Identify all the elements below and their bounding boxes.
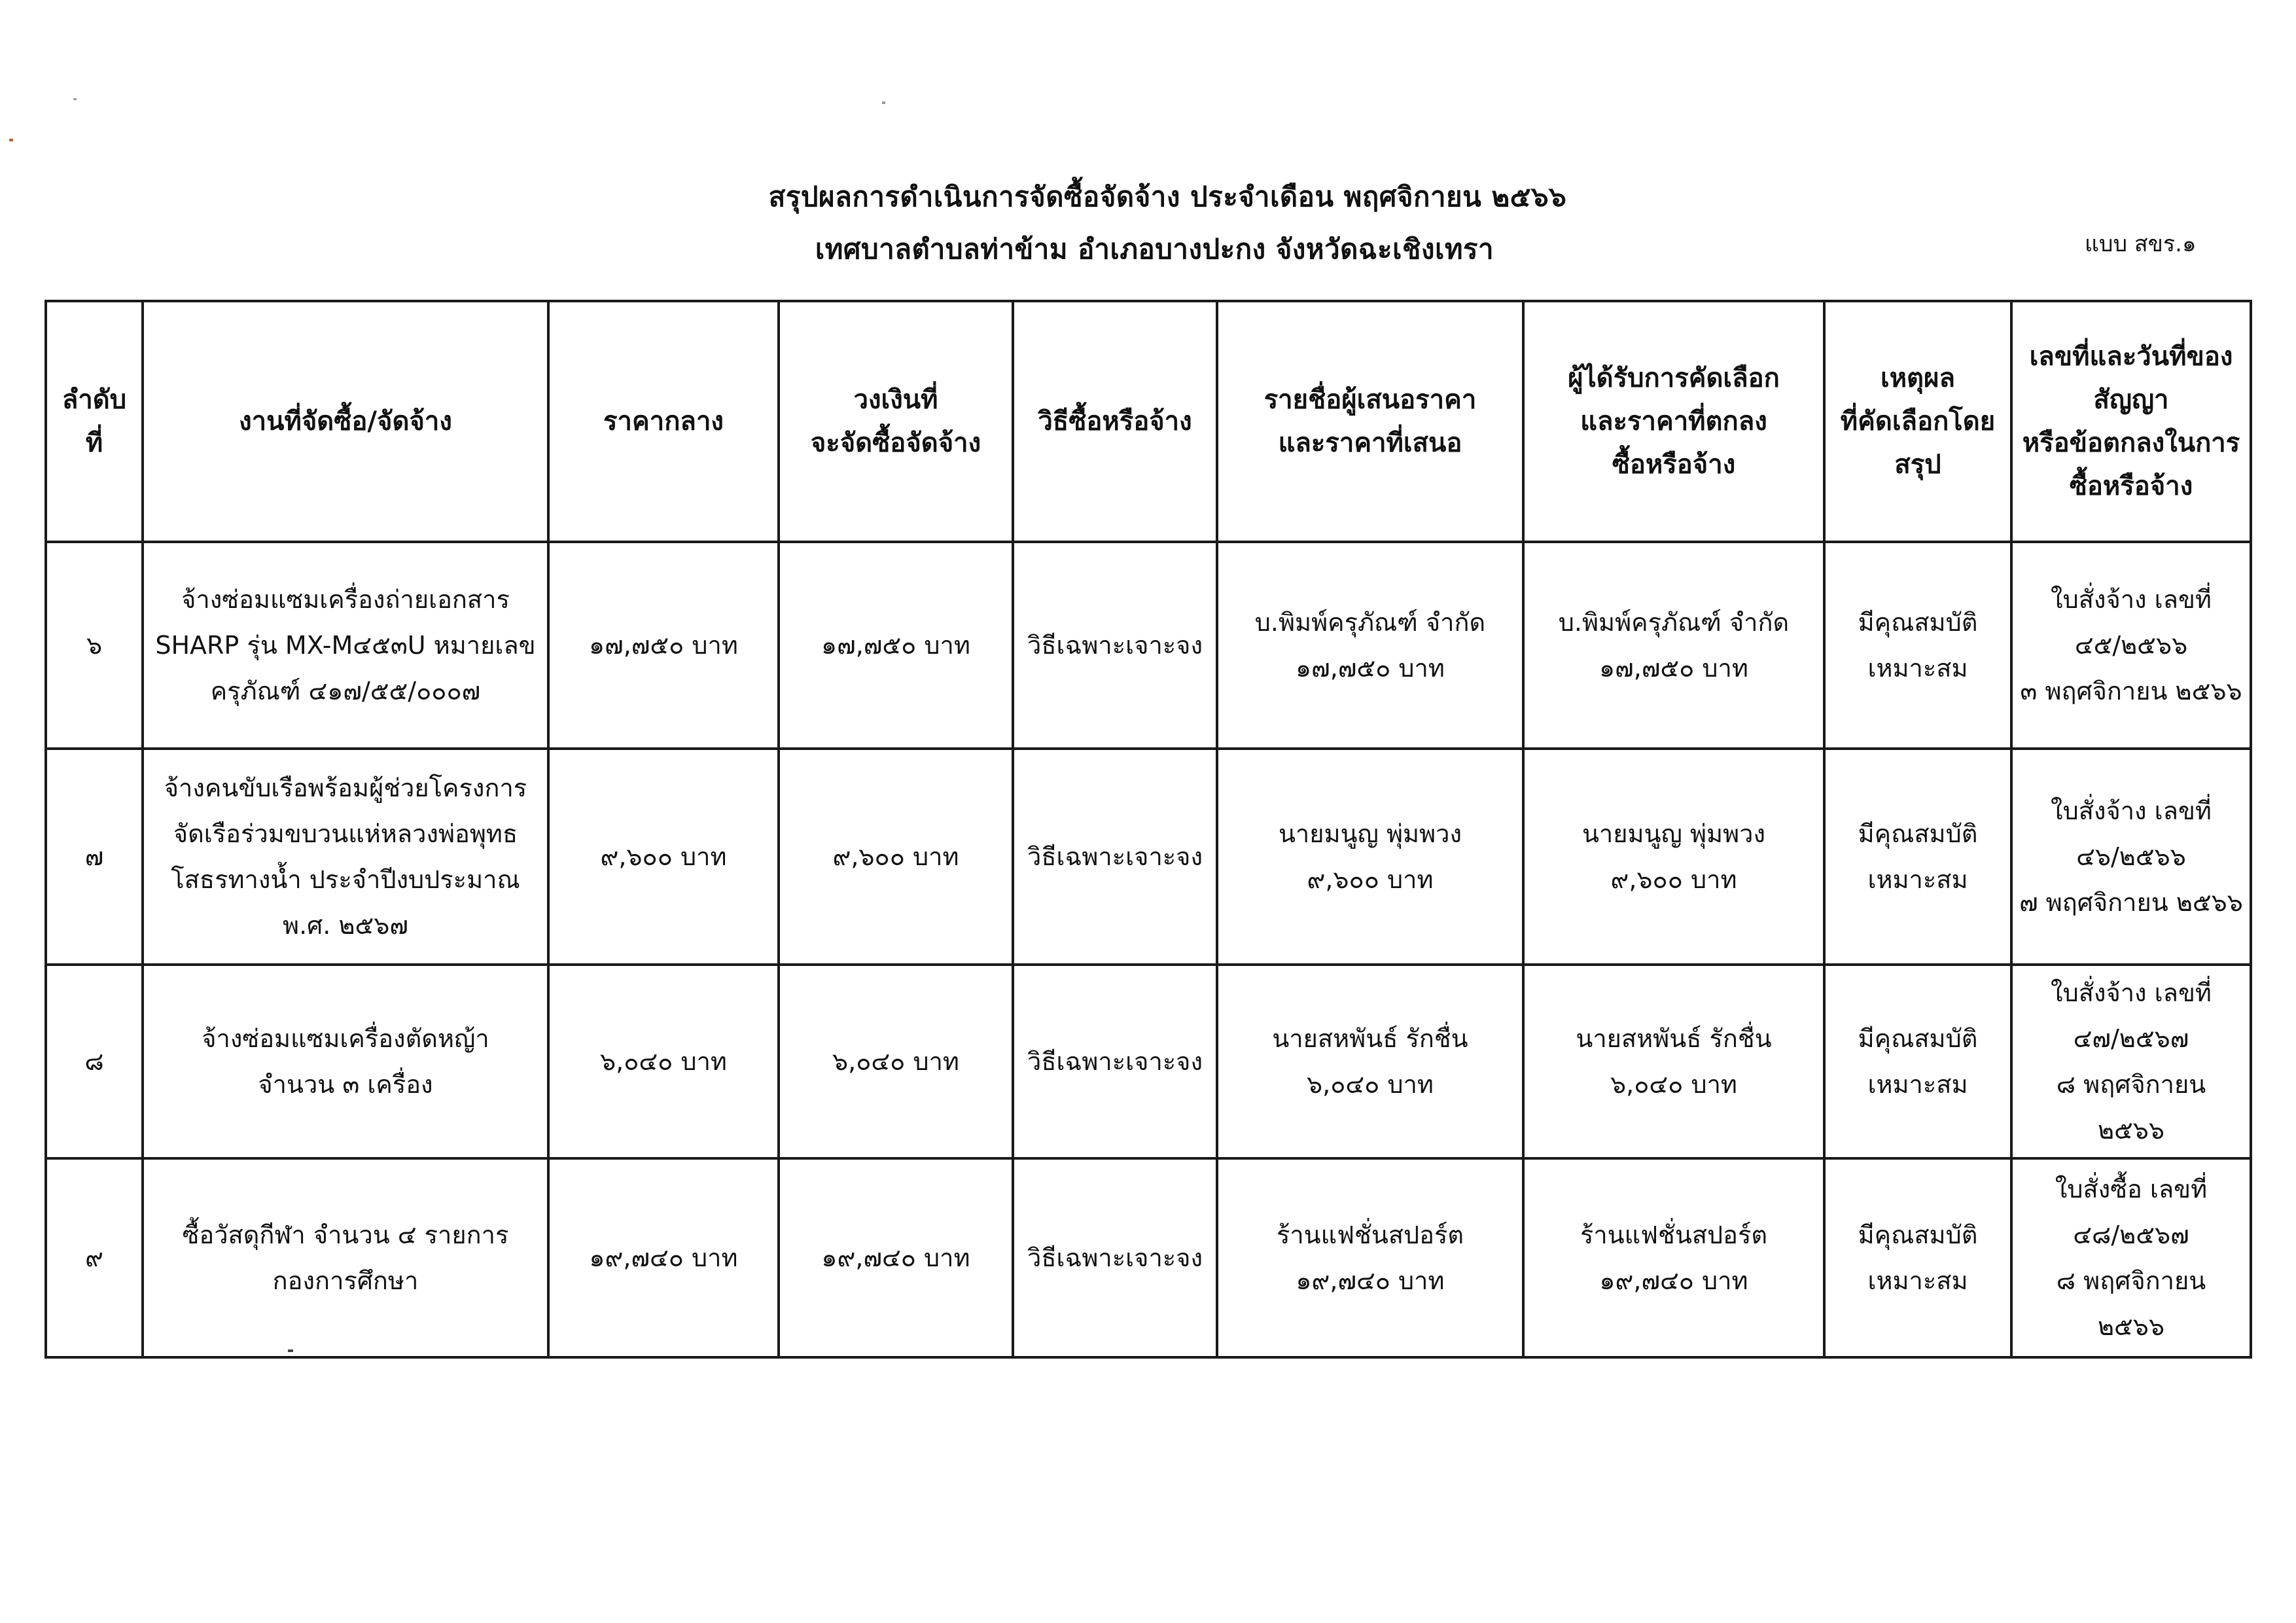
col-header-no: ลำดับที่ [46, 301, 143, 542]
procurement-table [44, 300, 2252, 1359]
col-header-contract: เลขที่และวันที่ของ สัญญา หรือข้อตกลงในการ ซื้อหรือจ้าง [2011, 301, 2251, 542]
cell-selected: บ.พิมพ์ครุภัณฑ์ จำกัด ๑๗,๗๕๐ บาท [1523, 542, 1824, 749]
scan-speck [882, 101, 885, 104]
cell-reason: มีคุณสมบัติ เหมาะสม [1824, 1158, 2011, 1357]
cell-method: วิธีเฉพาะเจาะจง [1013, 965, 1217, 1158]
cell-bidders: นายสหพันธ์ รักชื่น ๖,๐๔๐ บาท [1217, 965, 1523, 1158]
cell-reason: มีคุณสมบัติ เหมาะสม [1824, 965, 2011, 1158]
cell-item: จ้างคนขับเรือพร้อมผู้ช่วยโครงการ จัดเรือร่วมขบวนแห่หลวงพ่อพุทธ โสธรทางน้ำ ประจำปีงบประมาณ พ.ศ. ๒๕๖๗ [143, 749, 548, 965]
col-header-reason: เหตุผล ที่คัดเลือกโดย สรุป [1824, 301, 2011, 542]
table-row [46, 965, 2251, 1158]
table-row [46, 1158, 2251, 1357]
cell-no: ๘ [46, 965, 143, 1158]
col-header-budget: วงเงินที่ จะจัดซื้อจัดจ้าง [779, 301, 1013, 542]
cell-budget: ๑๙,๗๔๐ บาท [779, 1158, 1013, 1357]
col-header-selected: ผู้ได้รับการคัดเลือก และราคาที่ตกลง ซื้อหรือจ้าง [1523, 301, 1824, 542]
col-header-median-price: ราคากลาง [548, 301, 779, 542]
document-title: สรุปผลการดำเนินการจัดซื้อจัดจ้าง ประจำเดือน พฤศจิกายน ๒๕๖๖ [768, 181, 1567, 213]
cell-selected: นายสหพันธ์ รักชื่น ๖,๐๔๐ บาท [1523, 965, 1824, 1158]
document-subtitle: เทศบาลตำบลท่าข้าม อำเภอบางปะกง จังหวัดฉะเชิงเทรา [815, 233, 1494, 265]
scan-speck [9, 139, 13, 141]
cell-reason: มีคุณสมบัติ เหมาะสม [1824, 542, 2011, 749]
cell-no: ๖ [46, 542, 143, 749]
cell-median-price: ๙,๖๐๐ บาท [548, 749, 779, 965]
col-header-bidders: รายชื่อผู้เสนอราคา และราคาที่เสนอ [1217, 301, 1523, 542]
cell-bidders: ร้านแฟชั่นสปอร์ต ๑๙,๗๔๐ บาท [1217, 1158, 1523, 1357]
cell-bidders: บ.พิมพ์ครุภัณฑ์ จำกัด ๑๗,๗๕๐ บาท [1217, 542, 1523, 749]
cell-no: ๗ [46, 749, 143, 965]
cell-contract: ใบสั่งซื้อ เลขที่ ๔๘/๒๕๖๗ ๘ พฤศจิกายน ๒๕๖๖ [2011, 1158, 2251, 1357]
cell-item: ซื้อวัสดุกีฬา จำนวน ๔ รายการ กองการศึกษา [143, 1158, 548, 1357]
cell-median-price: ๑๗,๗๕๐ บาท [548, 542, 779, 749]
cell-no: ๙ [46, 1158, 143, 1357]
cell-method: วิธีเฉพาะเจาะจง [1013, 542, 1217, 749]
cell-method: วิธีเฉพาะเจาะจง [1013, 1158, 1217, 1357]
col-header-item: งานที่จัดซื้อ/จัดจ้าง [143, 301, 548, 542]
cell-selected: นายมนูญ พุ่มพวง ๙,๖๐๐ บาท [1523, 749, 1824, 965]
table-row [46, 542, 2251, 749]
cell-contract: ใบสั่งจ้าง เลขที่ ๔๖/๒๕๖๖ ๗ พฤศจิกายน ๒๕๖๖ [2011, 749, 2251, 965]
cell-selected: ร้านแฟชั่นสปอร์ต ๑๙,๗๔๐ บาท [1523, 1158, 1824, 1357]
scan-speck [288, 1349, 293, 1352]
form-code: แบบ สขร.๑ [2085, 231, 2197, 257]
col-header-method: วิธีซื้อหรือจ้าง [1013, 301, 1217, 542]
table-header-row [46, 301, 2251, 542]
cell-contract: ใบสั่งจ้าง เลขที่ ๔๗/๒๕๖๗ ๘ พฤศจิกายน ๒๕๖๖ [2011, 965, 2251, 1158]
cell-contract: ใบสั่งจ้าง เลขที่ ๔๕/๒๕๖๖ ๓ พฤศจิกายน ๒๕๖๖ [2011, 542, 2251, 749]
cell-method: วิธีเฉพาะเจาะจง [1013, 749, 1217, 965]
cell-budget: ๖,๐๔๐ บาท [779, 965, 1013, 1158]
cell-median-price: ๖,๐๔๐ บาท [548, 965, 779, 1158]
cell-item: จ้างซ่อมแซมเครื่องตัดหญ้า จำนวน ๓ เครื่อง [143, 965, 548, 1158]
scan-speck [73, 98, 77, 100]
cell-reason: มีคุณสมบัติ เหมาะสม [1824, 749, 2011, 965]
cell-bidders: นายมนูญ พุ่มพวง ๙,๖๐๐ บาท [1217, 749, 1523, 965]
cell-item: จ้างซ่อมแซมเครื่องถ่ายเอกสาร SHARP รุ่น MX-M๔๕๓U หมายเลข ครุภัณฑ์ ๔๑๗/๕๕/๐๐๐๗ [143, 542, 548, 749]
cell-budget: ๙,๖๐๐ บาท [779, 749, 1013, 965]
cell-median-price: ๑๙,๗๔๐ บาท [548, 1158, 779, 1357]
table-row [46, 749, 2251, 965]
cell-budget: ๑๗,๗๕๐ บาท [779, 542, 1013, 749]
